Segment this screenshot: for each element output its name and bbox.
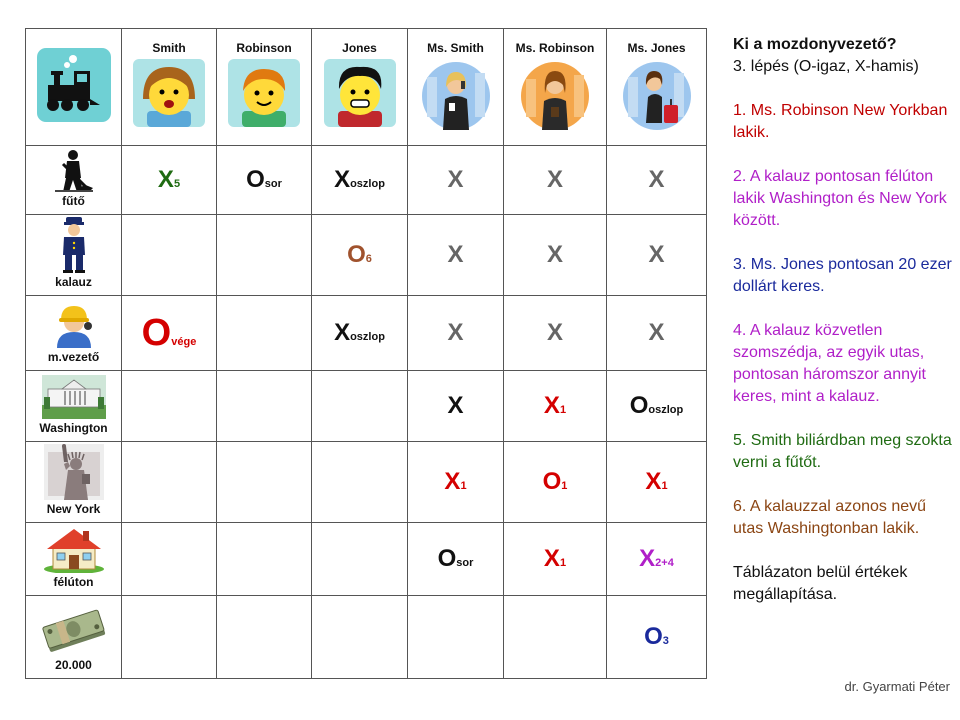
boy-sad-avatar-icon	[133, 59, 205, 127]
grid-mark-symbol: X	[543, 392, 560, 419]
row-header-feluton	[26, 523, 122, 596]
cell	[217, 442, 312, 523]
puzzle-grid	[25, 28, 707, 679]
cell	[312, 371, 408, 442]
grid-mark	[630, 392, 684, 419]
grid-mark	[644, 623, 669, 650]
col-header-ms-jones	[607, 29, 707, 146]
cell	[607, 215, 707, 296]
grid-mark-note: oszlop	[350, 178, 385, 190]
cell	[504, 215, 607, 296]
grid-mark-symbol: X	[447, 241, 464, 268]
col-header-label: Ms. Robinson	[515, 41, 595, 55]
cell	[607, 296, 707, 371]
grid-mark-symbol: X	[648, 241, 665, 268]
cell	[312, 523, 408, 596]
grid-mark-symbol: X	[546, 319, 563, 346]
grid-mark	[547, 241, 563, 268]
cell	[504, 523, 607, 596]
grid-mark-note: 1	[559, 557, 567, 569]
row-header-label: 20.000	[55, 658, 92, 672]
grid-mark	[447, 319, 463, 346]
corner-cell	[26, 29, 122, 146]
col-header-ms-smith	[408, 29, 504, 146]
row-header-label: fűtő	[62, 194, 85, 208]
grid-mark-note: 5	[173, 178, 181, 190]
row-header-20000	[26, 596, 122, 679]
row-header-kalauz	[26, 215, 122, 296]
grid-mark-symbol: O	[437, 545, 457, 572]
cell	[312, 296, 408, 371]
engineer-hardhat-icon	[51, 302, 97, 348]
cell	[408, 371, 504, 442]
grid-mark-symbol: X	[334, 166, 351, 193]
grid-mark-symbol: O	[141, 312, 172, 354]
col-header-robinson	[217, 29, 312, 146]
grid-mark-symbol: O	[629, 392, 649, 419]
cell	[312, 146, 408, 215]
col-header-jones	[312, 29, 408, 146]
grid-mark-symbol: O	[347, 241, 366, 268]
cell	[408, 442, 504, 523]
grid-mark-symbol: X	[546, 166, 563, 193]
cell	[607, 146, 707, 215]
grid-mark-symbol: X	[645, 468, 662, 495]
cell	[217, 215, 312, 296]
cell	[504, 442, 607, 523]
cell	[408, 523, 504, 596]
col-header-label: Ms. Jones	[627, 41, 686, 55]
cell	[122, 146, 217, 215]
cell	[122, 296, 217, 371]
grid-mark-symbol: O	[644, 623, 663, 650]
grid-mark	[444, 468, 466, 495]
row-header-label: félúton	[53, 575, 94, 589]
grid-mark-note: 1	[661, 480, 668, 492]
train-icon	[36, 47, 112, 123]
cell	[217, 296, 312, 371]
grid-mark	[158, 166, 180, 193]
grid-mark	[438, 545, 474, 572]
cell	[217, 146, 312, 215]
grid-mark-symbol: X	[334, 319, 351, 346]
grid-mark-note: oszlop	[350, 331, 385, 343]
grid-mark	[447, 241, 463, 268]
white-house-icon	[42, 375, 106, 419]
cell	[607, 596, 707, 679]
row-header-futo	[26, 146, 122, 215]
col-header-smith	[122, 29, 217, 146]
cell	[122, 596, 217, 679]
row-header-label: Washington	[39, 421, 108, 435]
boy-smiling-avatar-icon	[228, 59, 300, 127]
grid-mark-symbol: X	[444, 468, 461, 495]
grid-mark-symbol: X	[543, 545, 560, 572]
row-header-new-york	[26, 442, 122, 523]
cell	[504, 596, 607, 679]
grid-mark	[648, 319, 664, 346]
grid-mark	[544, 392, 566, 419]
grid-mark-symbol: X	[648, 166, 665, 193]
grid-mark	[543, 468, 568, 495]
puzzle-title: Ki a mozdonyvezető?	[733, 36, 897, 53]
grid-mark-note: sor	[456, 557, 474, 569]
row-header-label: m.vezető	[47, 350, 100, 364]
cell	[312, 442, 408, 523]
cell	[607, 523, 707, 596]
row-header-label: New York	[46, 502, 101, 516]
grid-mark-note: vége	[171, 336, 197, 348]
house-icon	[43, 527, 105, 573]
cell	[408, 215, 504, 296]
grid-mark-symbol: X	[447, 319, 464, 346]
col-header-label: Smith	[152, 41, 186, 55]
row-header-label: kalauz	[55, 275, 92, 289]
grid-mark	[639, 545, 674, 572]
cell	[607, 371, 707, 442]
grid-mark	[547, 166, 563, 193]
grid-mark-symbol: O	[246, 166, 265, 193]
grid-mark	[334, 319, 385, 346]
clue-2: 2. A kalauz pontosan félúton lakik Washington és New York között.	[733, 168, 947, 229]
clue-4: 4. A kalauz közvetlen szomszédja, az egyik utas, pontosan háromszor annyit keres, mint a kalauz.	[733, 322, 926, 405]
cell	[312, 215, 408, 296]
grid-mark-symbol: X	[447, 392, 464, 419]
cell	[217, 596, 312, 679]
boy-grinning-avatar-icon	[324, 59, 396, 127]
grid-mark-symbol: O	[542, 468, 562, 495]
grid-mark	[334, 166, 385, 193]
businesswoman-avatar-icon	[518, 59, 592, 131]
grid-mark-symbol: X	[447, 166, 464, 193]
grid-mark-note: 2+4	[655, 557, 674, 569]
clue-6: 6. A kalauzzal azonos nevű utas Washingtonban lakik.	[733, 498, 927, 537]
col-header-label: Ms. Smith	[427, 41, 484, 55]
step-label: 3. lépés (O-igaz, X-hamis)	[733, 58, 919, 75]
stoker-shovel-icon	[53, 148, 95, 192]
grid-mark	[447, 166, 463, 193]
cell	[504, 146, 607, 215]
conductor-icon	[59, 217, 89, 273]
grid-mark-note: sor	[264, 178, 282, 190]
cell	[122, 215, 217, 296]
grid-mark-symbol: X	[157, 166, 174, 193]
grid-mark	[648, 166, 664, 193]
clues-heading	[733, 34, 955, 78]
grid-mark-symbol: X	[639, 545, 656, 572]
grid-mark-note: 1	[559, 404, 567, 416]
cell	[312, 596, 408, 679]
businesswoman-suitcase-avatar-icon	[620, 59, 694, 131]
grid-mark-note: oszlop	[648, 404, 684, 416]
grid-mark	[246, 166, 282, 193]
businesswoman-phone-avatar-icon	[419, 59, 493, 131]
grid-mark	[544, 545, 566, 572]
cell	[504, 371, 607, 442]
col-header-label: Jones	[342, 41, 377, 55]
grid-mark-note: 1	[460, 480, 467, 492]
grid-mark	[347, 241, 372, 268]
money-stack-icon	[41, 606, 107, 656]
cell	[408, 146, 504, 215]
grid-mark	[648, 241, 664, 268]
col-header-ms-robinson	[504, 29, 607, 146]
cell	[408, 296, 504, 371]
cell	[217, 371, 312, 442]
cell	[607, 442, 707, 523]
clues-footer: Táblázaton belül értékek megállapítása.	[733, 564, 908, 603]
statue-of-liberty-icon	[44, 444, 104, 500]
cell	[408, 596, 504, 679]
grid-mark	[547, 319, 563, 346]
row-header-mvezeto	[26, 296, 122, 371]
cell	[122, 371, 217, 442]
clues-panel	[733, 34, 955, 628]
grid-mark-note: 3	[662, 635, 669, 647]
author-credit: dr. Gyarmati Péter	[844, 679, 950, 694]
grid-mark	[447, 392, 463, 419]
row-header-washington	[26, 371, 122, 442]
grid-mark-note: 1	[561, 480, 568, 492]
cell	[122, 442, 217, 523]
grid-mark	[645, 468, 667, 495]
clue-3: 3. Ms. Jones pontosan 20 ezer dollárt keres.	[733, 256, 952, 295]
col-header-label: Robinson	[236, 41, 292, 55]
cell	[504, 296, 607, 371]
grid-mark-symbol: X	[546, 241, 563, 268]
clue-5: 5. Smith biliárdban meg szokta verni a fűtőt.	[733, 432, 952, 471]
grid-mark-note: 6	[365, 253, 372, 265]
clue-1: 1. Ms. Robinson New Yorkban lakik.	[733, 102, 948, 141]
cell	[122, 523, 217, 596]
cell	[217, 523, 312, 596]
grid-mark	[142, 312, 197, 354]
grid-mark-symbol: X	[648, 319, 665, 346]
